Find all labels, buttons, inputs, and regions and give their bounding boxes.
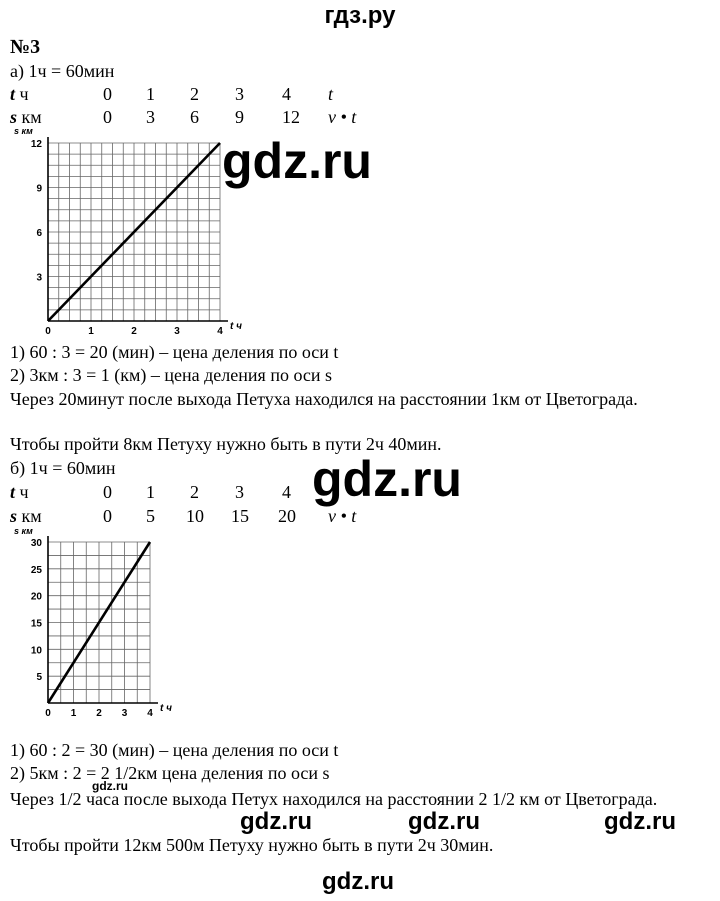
- part-b-t-value: 0: [103, 482, 112, 502]
- part-a-s-value: 0: [103, 107, 112, 127]
- part-a-t-value: 4: [282, 84, 291, 104]
- x-tick-label: 2: [96, 708, 102, 719]
- part-a-s-value: 9: [235, 107, 244, 127]
- part-b-conclusion: Чтобы пройти 12км 500м Петуху нужно быть в пути 2ч 30мин.: [10, 835, 494, 855]
- y-tick-label: 6: [36, 228, 42, 239]
- part-a-label: а) 1ч = 60мин: [10, 61, 115, 81]
- part-a-conclusion: Чтобы пройти 8км Петуху нужно быть в пути 2ч 40мин.: [10, 434, 442, 454]
- part-a-t-value: 3: [235, 84, 244, 104]
- chart-b: [0, 526, 200, 722]
- x-tick-label: 3: [121, 708, 128, 719]
- x-tick-label: 2: [131, 326, 137, 337]
- x-tick-label: 1: [88, 326, 94, 337]
- x-tick-label: 3: [174, 326, 180, 337]
- part-b-s-value: 20: [278, 506, 296, 526]
- y-axis-label: s км: [14, 526, 33, 536]
- part-b-line-1: 1) 60 : 2 = 30 (мин) – цена деления по оси t: [10, 740, 339, 760]
- watermark: gdz.ru: [408, 808, 480, 835]
- watermark: gdz.ru: [604, 808, 676, 835]
- watermark: gdz.ru: [92, 779, 128, 793]
- y-tick-label: 12: [30, 139, 42, 150]
- part-a-s-header: s км: [10, 107, 42, 127]
- part-a-t-value: 2: [190, 84, 199, 104]
- watermark: gdz.ru: [240, 808, 312, 835]
- part-b-s-value: 0: [103, 506, 112, 526]
- watermark: gdz.ru: [322, 868, 394, 895]
- y-tick-label: 3: [36, 272, 42, 284]
- x-axis-label: t ч: [160, 703, 172, 714]
- x-tick-label: 0: [45, 708, 51, 719]
- part-b-t-value: 2: [190, 482, 199, 502]
- y-tick-label: 20: [30, 591, 42, 603]
- part-b-line-2: 2) 5км : 2 = 2 1/2км цена деления по оси s: [10, 763, 330, 783]
- part-b-s-tail: v • t: [328, 506, 357, 526]
- x-tick-label: 4: [147, 708, 153, 719]
- part-a-t-value: 0: [103, 84, 112, 104]
- y-tick-label: 25: [30, 564, 42, 576]
- y-tick-label: 5: [36, 672, 42, 684]
- part-b-t-header: t ч: [10, 482, 29, 502]
- x-tick-label: 1: [70, 708, 77, 719]
- part-a-s-tail: v • t: [328, 107, 357, 127]
- watermark: gdz.ru: [222, 133, 372, 189]
- site-header: гдз.ру: [324, 2, 396, 29]
- part-a-paragraph: Через 20минут после выхода Петуха находился на расстоянии 1км от Цветограда.: [10, 389, 638, 409]
- part-a-s-value: 3: [146, 107, 155, 127]
- watermark: gdz.ru: [312, 451, 462, 507]
- part-b-label: б) 1ч = 60мин: [10, 458, 116, 478]
- part-b-s-value: 5: [146, 506, 155, 526]
- part-a-t-value: 1: [146, 84, 155, 104]
- part-b-t-value: 3: [235, 482, 244, 502]
- y-tick-label: 15: [30, 618, 42, 630]
- part-a-t-tail: t: [328, 84, 334, 104]
- part-b-t-value: 1: [146, 482, 155, 502]
- part-a-s-value: 12: [282, 107, 300, 127]
- part-a-t-header: t ч: [10, 84, 29, 104]
- part-b-paragraph: Через 1/2 часа после выхода Петух находился на расстоянии 2 1/2 км от Цветограда.: [10, 789, 658, 809]
- x-axis-label: t ч: [230, 321, 242, 332]
- part-b-s-value: 15: [231, 506, 249, 526]
- y-tick-label: 9: [36, 183, 42, 195]
- y-tick-label: 30: [30, 538, 42, 549]
- part-b-s-header: s км: [10, 506, 42, 526]
- part-a-line-2: 2) 3км : 3 = 1 (км) – цена деления по оси s: [10, 365, 333, 385]
- part-a-s-value: 6: [190, 107, 199, 127]
- x-tick-label: 4: [217, 326, 223, 337]
- task-number: №3: [10, 36, 41, 58]
- part-b-t-value: 4: [282, 482, 291, 502]
- y-axis-label: s км: [14, 126, 33, 136]
- part-a-line-1: 1) 60 : 3 = 20 (мин) – цена деления по оси t: [10, 342, 339, 362]
- x-tick-label: 0: [45, 326, 51, 337]
- y-tick-label: 10: [30, 645, 42, 657]
- part-b-s-value: 10: [186, 506, 204, 526]
